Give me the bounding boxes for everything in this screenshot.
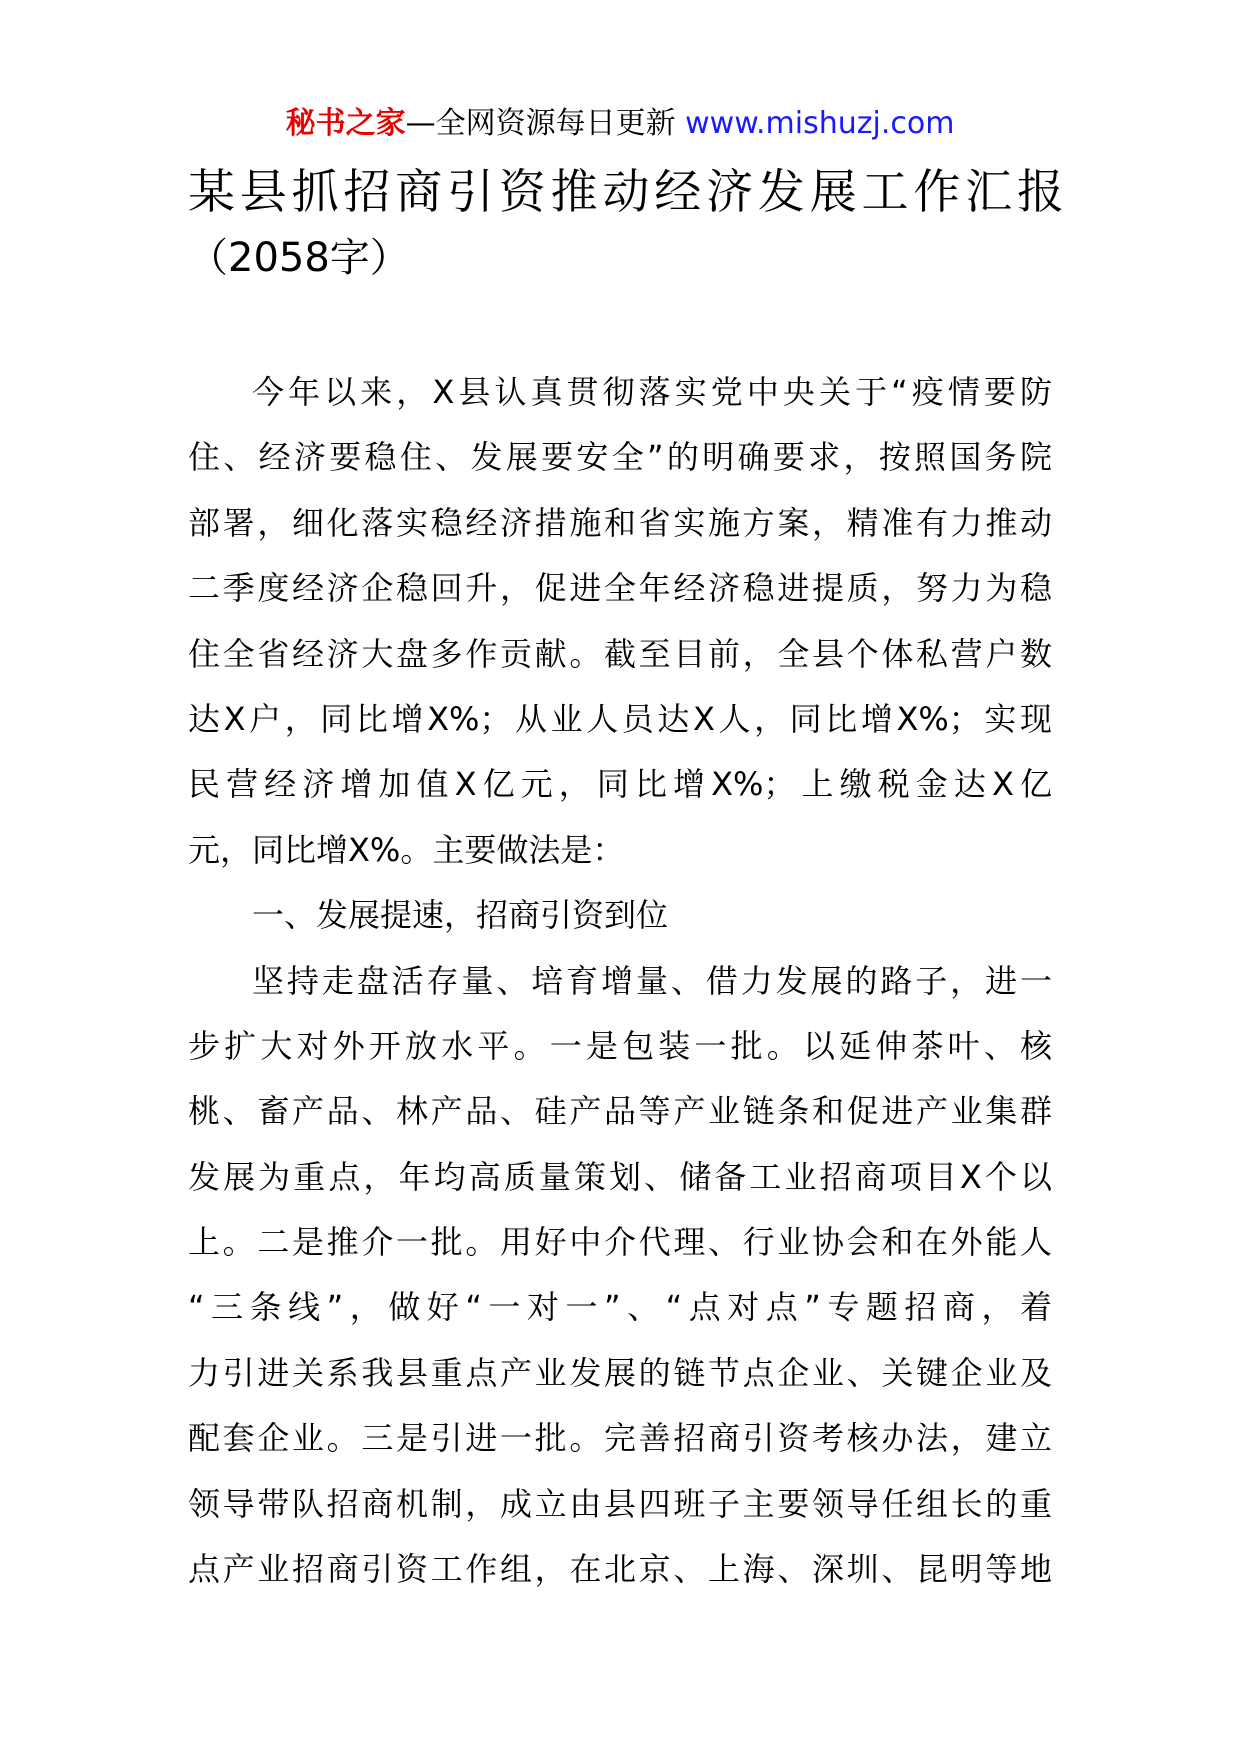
paragraph-line: 上。二是推介一批。用好中介代理、行业协会和在外能人 <box>188 1223 1052 1262</box>
paragraph-line: 住全省经济大盘多作贡献。截至目前，全县个体私营户数 <box>188 634 1052 673</box>
document-title: 某县抓招商引资推动经济发展工作汇报 <box>188 165 1068 220</box>
document-body <box>188 360 1052 1602</box>
paragraph-line: 坚持走盘活存量、培育增量、借力发展的路子，进一 <box>252 961 1052 1000</box>
paragraph-line: 元，同比增X%。主要做法是： <box>188 830 625 869</box>
site-header <box>0 104 1240 144</box>
paragraph-line: 发展为重点，年均高质量策划、储备工业招商项目X个以 <box>188 1157 1052 1196</box>
paragraph-line: 今年以来，X县认真贯彻落实党中央关于“疫情要防 <box>252 373 1052 411</box>
paragraph-line: 配套企业。三是引进一批。完善招商引资考核办法，建立 <box>188 1419 1052 1458</box>
paragraph-line: 达X户，同比增X%；从业人员达X人，同比增X%；实现 <box>188 699 1052 738</box>
paragraph-line: 步扩大对外开放水平。一是包装一批。以延伸茶叶、核 <box>188 1026 1052 1065</box>
paragraph-line: “三条线”，做好“一对一”、“点对点”专题招商，着 <box>188 1288 1052 1327</box>
paragraph-line: 力引进关系我县重点产业发展的链节点企业、关键企业及 <box>188 1353 1052 1392</box>
site-slogan: —全网资源每日更新 <box>405 106 686 141</box>
site-url-link[interactable]: www.mishuzj.com <box>685 106 955 141</box>
paragraph-line: 二季度经济企稳回升，促进全年经济稳进提质，努力为稳 <box>188 569 1052 608</box>
paragraph-line: 住、经济要稳住、发展要安全”的明确要求，按照国务院 <box>188 438 1052 477</box>
paragraph-line: 点产业招商引资工作组，在北京、上海、深圳、昆明等地 <box>188 1550 1052 1589</box>
section-heading: 一、发展提速，招商引资到位 <box>252 896 669 935</box>
document-word-count: （2058字） <box>188 235 410 281</box>
paragraph-line: 民营经济增加值X亿元，同比增X%；上缴税金达X亿 <box>188 765 1052 804</box>
paragraph-line: 部署，细化落实稳经济措施和省实施方案，精准有力推动 <box>188 503 1052 542</box>
site-brand: 秘书之家 <box>285 106 406 141</box>
paragraph-line: 桃、畜产品、林产品、硅产品等产业链条和促进产业集群 <box>188 1092 1052 1131</box>
paragraph-line: 领导带队招商机制，成立由县四班子主要领导任组长的重 <box>188 1484 1052 1523</box>
